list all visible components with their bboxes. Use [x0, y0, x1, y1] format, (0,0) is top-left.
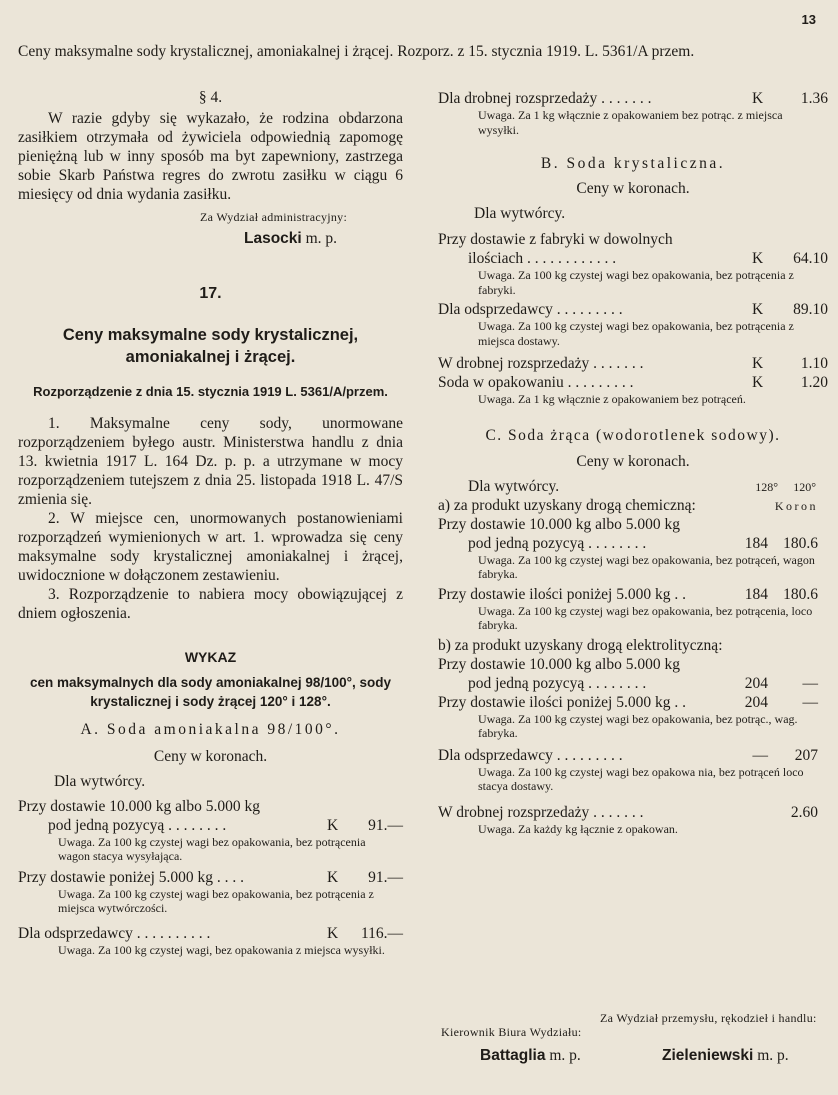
- c1-row: [438, 534, 828, 553]
- wykaz-heading: WYKAZ: [184, 648, 237, 665]
- c1-label-line1: Przy dostawie 10.000 kg albo 5.000 kg: [438, 515, 680, 533]
- b2-currency: K: [752, 301, 764, 318]
- left-column: [18, 88, 403, 957]
- paragraph-2: 2. W miejsce cen, unormowanych postanowieniami rozporządzeń wymienionych w art. 1. wprowadza się ceny maksymalne sody krystalicznej amoniakalnej i żrącej, uwidocznione w dołączonem zestawieniu.: [18, 509, 403, 584]
- a2-row: [18, 868, 403, 887]
- decree-title: Ceny maksymalne sody krystalicznej, amoniakalnej i żrącej.: [62, 325, 359, 366]
- c6-label: W drobnej rozsprzedaży . . . . . . .: [438, 803, 644, 821]
- c3-label-line1: Przy dostawie 10.000 kg albo 5.000 kg: [438, 655, 680, 673]
- c5-label: Dla odsprzedawcy . . . . . . . . .: [438, 746, 623, 764]
- wykaz-subheading: cen maksymalnych dla sody amoniakalnej 98/100°, sody krystalicznej i sody żrącej 120° i 128°.: [29, 674, 392, 709]
- r1-value: 1.36: [800, 90, 828, 107]
- for-producer-c: Dla wytwórcy.: [468, 477, 560, 495]
- c-a-label: a) za produkt uzyskany drogą chemiczną:: [438, 496, 696, 514]
- b4-row: [438, 373, 828, 392]
- bureau-head-label: Kierownik Biura Wydziału:: [441, 1025, 582, 1039]
- c2-value-128: 184: [744, 585, 768, 603]
- r1-currency: K: [752, 90, 764, 107]
- b2-note: Uwaga. Za 100 kg czystej wagi bez opakowania, bez potrącenia z miejsca dostawy.: [478, 319, 794, 348]
- prices-in-crowns-b: Ceny w koronach.: [576, 180, 690, 197]
- c6-row: [438, 803, 828, 822]
- c-a-row: [438, 496, 828, 515]
- c5-note: Uwaga. Za 100 kg czystej wagi bez opakowa nia, bez potrąceń loco stacya dostawy.: [478, 764, 804, 793]
- c3-row: [438, 674, 828, 693]
- section-b-heading: B. Soda krystaliczna.: [540, 155, 726, 172]
- c4-value-128: 204: [744, 693, 768, 711]
- for-producer: Dla wytwórcy.: [54, 772, 146, 790]
- prices-in-crowns-c: Ceny w koronach.: [576, 452, 690, 470]
- a1-label-line2: pod jedną pozycyą . . . . . . . .: [48, 816, 227, 834]
- b2-value: 89.10: [793, 301, 828, 318]
- prices-in-crowns: Ceny w koronach.: [153, 747, 268, 765]
- r1-label: Dla drobnej rozsprzedaży . . . . . . .: [438, 90, 652, 107]
- c4-value-120: —: [802, 693, 818, 711]
- b3-label: W drobnej rozsprzedaży . . . . . . .: [438, 355, 644, 372]
- b1-label-line2: ilościach . . . . . . . . . . . .: [468, 250, 617, 267]
- b1-note: Uwaga. Za 100 kg czystej wagi bez opakowania, bez potrącenia z fabryki.: [478, 268, 794, 297]
- a3-note: Uwaga. Za 100 kg czystej wagi, bez opakowania z miejsca wysyłki.: [58, 942, 385, 957]
- r1-row: [438, 89, 828, 108]
- a1-note: Uwaga. Za 100 kg czystej wagi bez opakowania, bez potrącenia wagon stacya wysyłająca.: [58, 834, 366, 863]
- col-128-header: 128°: [755, 479, 778, 494]
- a2-value: 91.—: [368, 868, 403, 886]
- for-producer-b: Dla wytwórcy.: [474, 205, 566, 222]
- b3-value: 1.10: [800, 355, 828, 372]
- a3-value: 116.—: [360, 924, 403, 942]
- dept-admin-label: Za Wydział administracyjny:: [200, 210, 348, 224]
- running-header: Ceny maksymalne sody krystalicznej, amoniakalnej i żrącej. Rozporz. z 15. stycznia 1919. L. 5361/A przem.: [18, 43, 695, 60]
- c5-value-120: 207: [794, 746, 818, 764]
- col-120-header: 120°: [793, 479, 816, 494]
- c3-value-128: 204: [744, 674, 768, 692]
- r1-note: Uwaga. Za 1 kg włącznie z opakowaniem bez potrąc. z miejsca wysyłki.: [478, 108, 783, 137]
- section-a-heading: A. Soda amoniakalna 98/100°.: [80, 720, 341, 738]
- c4-note: Uwaga. Za 100 kg czystej wagi bez opakowania, bez potrąc., wag. fabryka.: [478, 711, 798, 740]
- section-c-heading: C. Soda żrąca (wodorotlenek sodowy).: [485, 426, 781, 444]
- a3-row: [18, 924, 403, 943]
- c1-label-line2: pod jedną pozycyą . . . . . . . .: [468, 534, 647, 552]
- b4-value: 1.20: [800, 374, 828, 391]
- c-b-label: b) za produkt uzyskany drogą elektrolityczną:: [438, 636, 723, 654]
- c6-value-120: 2.60: [790, 803, 818, 821]
- b1-value: 64.10: [793, 250, 828, 267]
- c5-value-128: —: [752, 746, 768, 764]
- c2-value-120: 180.6: [783, 585, 818, 603]
- a1-currency: K: [327, 816, 339, 834]
- a2-label: Przy dostawie poniżej 5.000 kg . . . .: [18, 868, 245, 886]
- a3-label: Dla odsprzedawcy . . . . . . . . . .: [18, 924, 211, 942]
- c2-row: [438, 585, 828, 604]
- dept-industry-label: Za Wydział przemysłu, rękodzieł i handlu:: [600, 1011, 817, 1025]
- c5-row: [438, 746, 828, 765]
- b4-currency: K: [752, 374, 764, 391]
- a1-row: [18, 816, 403, 835]
- c2-note: Uwaga. Za 100 kg czystej wagi bez opakowania, bez potrącenia, loco fabryka.: [478, 603, 813, 632]
- signer-name: Zieleniewski: [662, 1047, 754, 1064]
- c1-note: Uwaga. Za 100 kg czystej wagi bez opakowania, bez potrąceń, wagon fabryka.: [478, 552, 815, 581]
- signer-suffix: m. p.: [549, 1047, 581, 1064]
- a2-currency: K: [327, 868, 339, 886]
- b3-currency: K: [752, 355, 764, 372]
- signature-battaglia: [480, 1046, 581, 1065]
- c1-value-128: 184: [744, 534, 768, 552]
- b1-label-line1: Przy dostawie z fabryki w dowolnych: [438, 231, 673, 248]
- signature-lasocki: [18, 229, 403, 248]
- c6-note: Uwaga. Za każdy kg łącznie z opakowan.: [478, 821, 678, 836]
- b4-label: Soda w opakowaniu . . . . . . . . .: [438, 374, 634, 391]
- c4-row: [438, 693, 828, 712]
- paragraph-1: 1. Maksymalne ceny sody, unormowane rozporządzeniem byłego austr. Ministerstwa handlu z dnia 13. kwietnia 1917 L. 164 Dz. p. p. a utrzymane w mocy rozporządzeniem tutejszem z dnia 25. listopada 1918 L. 47/S zmienia się.: [18, 414, 403, 508]
- b2-row: [438, 300, 828, 319]
- signer-suffix: m. p.: [757, 1047, 789, 1064]
- a1-label-line1: Przy dostawie 10.000 kg albo 5.000 kg: [18, 797, 260, 815]
- c2-label: Przy dostawie ilości poniżej 5.000 kg . .: [438, 585, 686, 603]
- a3-currency: K: [327, 924, 339, 942]
- a2-note: Uwaga. Za 100 kg czystej wagi bez opakowania, bez potrącenia z miejsca wytwórczości.: [58, 886, 374, 915]
- signer-suffix: m. p.: [305, 229, 338, 247]
- section-4-text: W razie gdyby się wykazało, że rodzina obdarzona zasiłkiem otrzymała od żywiciela odpowiednią zapomogę pieniężną lub w inny sposób ma byt zapewniony, zastrzega sobie Skarb Państwa regres do zwrotu zasiłku w ciągu 6 miesięcy od dnia wydania zasiłku.: [18, 110, 403, 203]
- right-column: [438, 89, 828, 836]
- c-header-row: [438, 477, 828, 496]
- koron-label: Koron: [774, 498, 818, 513]
- b1-currency: K: [752, 250, 764, 267]
- c3-label-line2: pod jedną pozycyą . . . . . . . .: [468, 674, 647, 692]
- c4-label: Przy dostawie ilości poniżej 5.000 kg . .: [438, 693, 686, 711]
- b3-row: [438, 354, 828, 373]
- b1-row: [438, 249, 828, 268]
- paragraph-3: 3. Rozporządzenie to nabiera mocy obowiązującej z dniem ogłoszenia.: [18, 585, 403, 622]
- signature-zieleniewski: [662, 1046, 789, 1065]
- b2-label: Dla odsprzedawcy . . . . . . . . .: [438, 301, 623, 318]
- decree-subtitle: Rozporządzenie z dnia 15. stycznia 1919 L. 5361/A/przem.: [33, 383, 388, 399]
- b4-note: Uwaga. Za 1 kg włącznie z opakowaniem bez potrąceń.: [478, 392, 746, 406]
- c1-value-120: 180.6: [783, 534, 818, 552]
- a1-value: 91.—: [368, 816, 403, 834]
- section-4-title: § 4.: [198, 89, 223, 106]
- page-number: 13: [801, 12, 816, 27]
- c3-value-120: —: [802, 674, 818, 692]
- signer-name: Battaglia: [480, 1047, 546, 1064]
- signer-name: Lasocki: [244, 229, 302, 247]
- decree-number: 17.: [199, 284, 222, 302]
